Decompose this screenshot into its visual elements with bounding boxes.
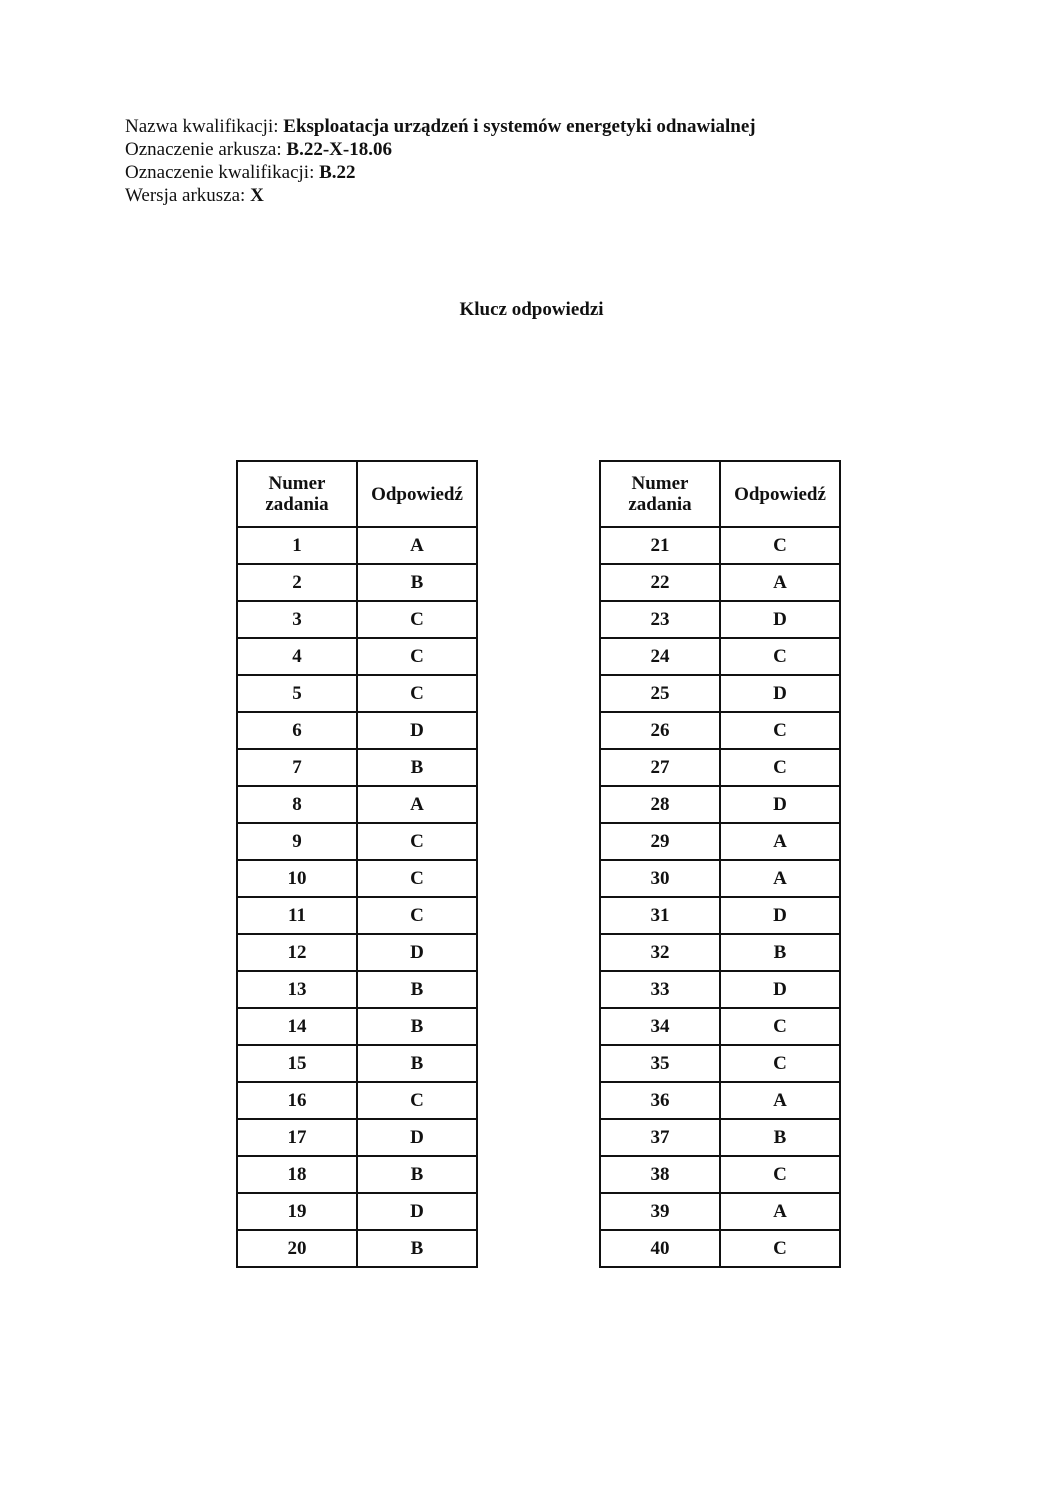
table-row	[600, 749, 840, 786]
table-row	[600, 1230, 840, 1267]
task-number-cell: 14	[237, 1008, 357, 1045]
col-number-header	[600, 461, 720, 527]
answer-cell: C	[357, 1082, 477, 1119]
task-number-cell: 18	[237, 1156, 357, 1193]
task-number-cell: 21	[600, 527, 720, 564]
answer-cell: C	[720, 749, 840, 786]
answer-cell: C	[720, 638, 840, 675]
answer-cell: C	[357, 601, 477, 638]
table-row	[237, 675, 477, 712]
answer-cell: D	[357, 1193, 477, 1230]
answer-cell: A	[357, 527, 477, 564]
answer-cell: C	[720, 1230, 840, 1267]
table-row	[600, 638, 840, 675]
table-row	[600, 786, 840, 823]
table-row	[237, 971, 477, 1008]
table-row	[600, 1193, 840, 1230]
task-number-cell: 27	[600, 749, 720, 786]
answer-cell: A	[720, 564, 840, 601]
qualification-name: Eksploatacja urządzeń i systemów energetyki odnawialnej	[283, 116, 756, 137]
answer-cell: D	[720, 601, 840, 638]
task-number-cell: 25	[600, 675, 720, 712]
table-row	[600, 860, 840, 897]
table-row	[237, 1193, 477, 1230]
answer-cell: B	[357, 1230, 477, 1267]
table-row	[237, 1082, 477, 1119]
table-row	[237, 1156, 477, 1193]
table-row	[600, 934, 840, 971]
table-row	[237, 564, 477, 601]
table-row	[237, 749, 477, 786]
answer-cell: C	[357, 897, 477, 934]
task-number-cell: 31	[600, 897, 720, 934]
sheet-code-label: Oznaczenie arkusza:	[125, 139, 282, 160]
table-row	[237, 1230, 477, 1267]
answer-cell: D	[357, 934, 477, 971]
task-number-cell: 6	[237, 712, 357, 749]
sheet-version: X	[250, 185, 264, 206]
answer-key-table-left	[236, 460, 478, 1268]
table-row	[600, 1045, 840, 1082]
answer-cell: C	[357, 860, 477, 897]
table-row	[600, 971, 840, 1008]
table-row	[600, 1008, 840, 1045]
task-number-cell: 26	[600, 712, 720, 749]
table-header-row	[600, 461, 840, 527]
answer-cell: B	[720, 934, 840, 971]
task-number-cell: 23	[600, 601, 720, 638]
task-number-cell: 9	[237, 823, 357, 860]
answer-cell: D	[357, 712, 477, 749]
table-body-right	[600, 527, 840, 1267]
table-row	[237, 1045, 477, 1082]
sheet-code-row	[125, 138, 756, 161]
answer-cell: C	[720, 1045, 840, 1082]
answer-key-table-right	[599, 460, 841, 1268]
answer-cell: A	[720, 823, 840, 860]
table-row	[237, 712, 477, 749]
col-answer-header: Odpowiedź	[720, 461, 840, 527]
task-number-cell: 16	[237, 1082, 357, 1119]
answer-cell: C	[357, 675, 477, 712]
table-row	[600, 675, 840, 712]
qualification-code-row	[125, 161, 756, 184]
table-row	[600, 897, 840, 934]
sheet-code: B.22-X-18.06	[286, 139, 392, 160]
qualification-name-row	[125, 115, 756, 138]
task-number-cell: 32	[600, 934, 720, 971]
col-number-header-line1: Numer	[268, 473, 326, 494]
answer-cell: A	[357, 786, 477, 823]
task-number-cell: 19	[237, 1193, 357, 1230]
table-row	[600, 1119, 840, 1156]
task-number-cell: 30	[600, 860, 720, 897]
task-number-cell: 34	[600, 1008, 720, 1045]
answer-cell: C	[720, 1156, 840, 1193]
table-row	[600, 601, 840, 638]
task-number-cell: 20	[237, 1230, 357, 1267]
answer-cell: B	[357, 749, 477, 786]
task-number-cell: 7	[237, 749, 357, 786]
task-number-cell: 5	[237, 675, 357, 712]
answer-cell: D	[720, 786, 840, 823]
task-number-cell: 10	[237, 860, 357, 897]
table-row	[237, 638, 477, 675]
sheet-version-row	[125, 184, 756, 207]
answer-cell: D	[720, 675, 840, 712]
task-number-cell: 29	[600, 823, 720, 860]
table-row	[600, 823, 840, 860]
col-number-header-line2: zadania	[628, 494, 692, 515]
task-number-cell: 35	[600, 1045, 720, 1082]
table-row	[237, 601, 477, 638]
table-row	[237, 1119, 477, 1156]
answer-cell: A	[720, 1082, 840, 1119]
table-header-row	[237, 461, 477, 527]
table-row	[237, 860, 477, 897]
task-number-cell: 24	[600, 638, 720, 675]
col-number-header-line2: zadania	[265, 494, 329, 515]
answer-cell: D	[720, 897, 840, 934]
answer-cell: D	[357, 1119, 477, 1156]
answer-cell: C	[720, 1008, 840, 1045]
answer-cell: D	[720, 971, 840, 1008]
answer-cell: A	[720, 860, 840, 897]
table-row	[600, 712, 840, 749]
task-number-cell: 22	[600, 564, 720, 601]
task-number-cell: 12	[237, 934, 357, 971]
page-title: Klucz odpowiedzi	[459, 299, 604, 320]
table-row	[600, 1082, 840, 1119]
answer-cell: B	[357, 1045, 477, 1082]
answer-cell: C	[357, 823, 477, 860]
answer-cell: B	[357, 1156, 477, 1193]
task-number-cell: 37	[600, 1119, 720, 1156]
answer-cell: C	[357, 638, 477, 675]
task-number-cell: 13	[237, 971, 357, 1008]
table-row	[237, 786, 477, 823]
task-number-cell: 36	[600, 1082, 720, 1119]
task-number-cell: 8	[237, 786, 357, 823]
task-number-cell: 4	[237, 638, 357, 675]
task-number-cell: 15	[237, 1045, 357, 1082]
table-row	[237, 934, 477, 971]
document-header	[125, 115, 756, 207]
table-row	[600, 527, 840, 564]
qualification-code: B.22	[319, 162, 356, 183]
answer-cell: B	[357, 564, 477, 601]
task-number-cell: 38	[600, 1156, 720, 1193]
answer-cell: C	[720, 527, 840, 564]
task-number-cell: 33	[600, 971, 720, 1008]
table-row	[600, 1156, 840, 1193]
answer-cell: A	[720, 1193, 840, 1230]
task-number-cell: 2	[237, 564, 357, 601]
table-row	[600, 564, 840, 601]
answer-cell: B	[720, 1119, 840, 1156]
col-answer-header: Odpowiedź	[357, 461, 477, 527]
table-row	[237, 1008, 477, 1045]
task-number-cell: 1	[237, 527, 357, 564]
table-body-left	[237, 527, 477, 1267]
answer-cell: B	[357, 1008, 477, 1045]
answer-cell: C	[720, 712, 840, 749]
task-number-cell: 39	[600, 1193, 720, 1230]
answer-cell: B	[357, 971, 477, 1008]
table-row	[237, 527, 477, 564]
col-number-header-line1: Numer	[631, 473, 689, 494]
table-row	[237, 897, 477, 934]
task-number-cell: 11	[237, 897, 357, 934]
qualification-name-label: Nazwa kwalifikacji:	[125, 116, 279, 137]
qualification-code-label: Oznaczenie kwalifikacji:	[125, 162, 315, 183]
task-number-cell: 28	[600, 786, 720, 823]
sheet-version-label: Wersja arkusza:	[125, 185, 246, 206]
task-number-cell: 3	[237, 601, 357, 638]
col-number-header	[237, 461, 357, 527]
task-number-cell: 40	[600, 1230, 720, 1267]
task-number-cell: 17	[237, 1119, 357, 1156]
table-row	[237, 823, 477, 860]
